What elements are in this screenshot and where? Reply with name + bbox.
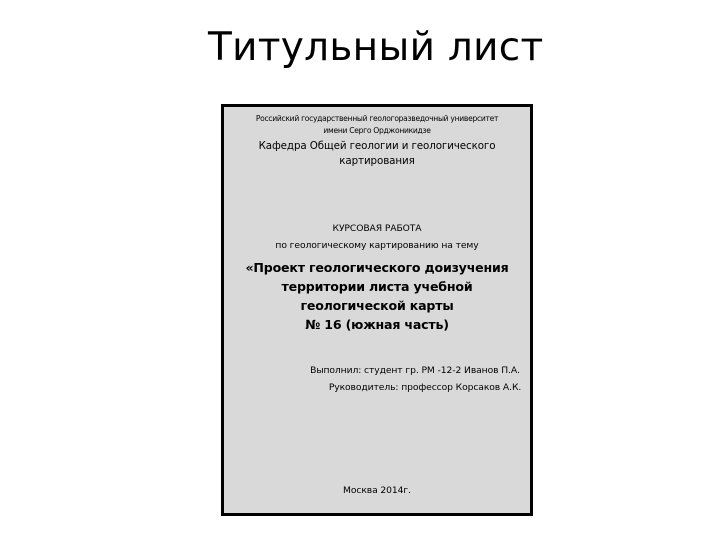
work-subject: по геологическому картированию на тему — [275, 240, 479, 251]
project-title-line2: территории листа учебной — [281, 279, 473, 294]
work-type: КУРСОВАЯ РАБОТА — [332, 223, 422, 234]
university-name: Российский государственный геологоразведочный университет — [255, 114, 499, 123]
project-title — [224, 258, 530, 334]
title-page-preview — [221, 104, 533, 516]
supervisor: Руководитель: профессор Корсаков А.К. — [328, 382, 522, 393]
project-title-line3: геологической карты — [300, 298, 454, 313]
slide-title: Титульный лист — [208, 25, 544, 70]
department-name-line1: Кафедра Общей геологии и геологического — [258, 140, 496, 152]
department-name-line2: картирования — [339, 155, 415, 167]
city-year: Москва 2014г. — [343, 485, 411, 496]
project-title-line1: «Проект геологического доизучения — [245, 260, 509, 275]
university-name-sub: имени Серго Орджоникидзе — [323, 126, 431, 135]
project-title-line4: № 16 (южная часть) — [305, 317, 449, 332]
performer: Выполнил: студент гр. РМ -12-2 Иванов П.А. — [310, 365, 520, 376]
